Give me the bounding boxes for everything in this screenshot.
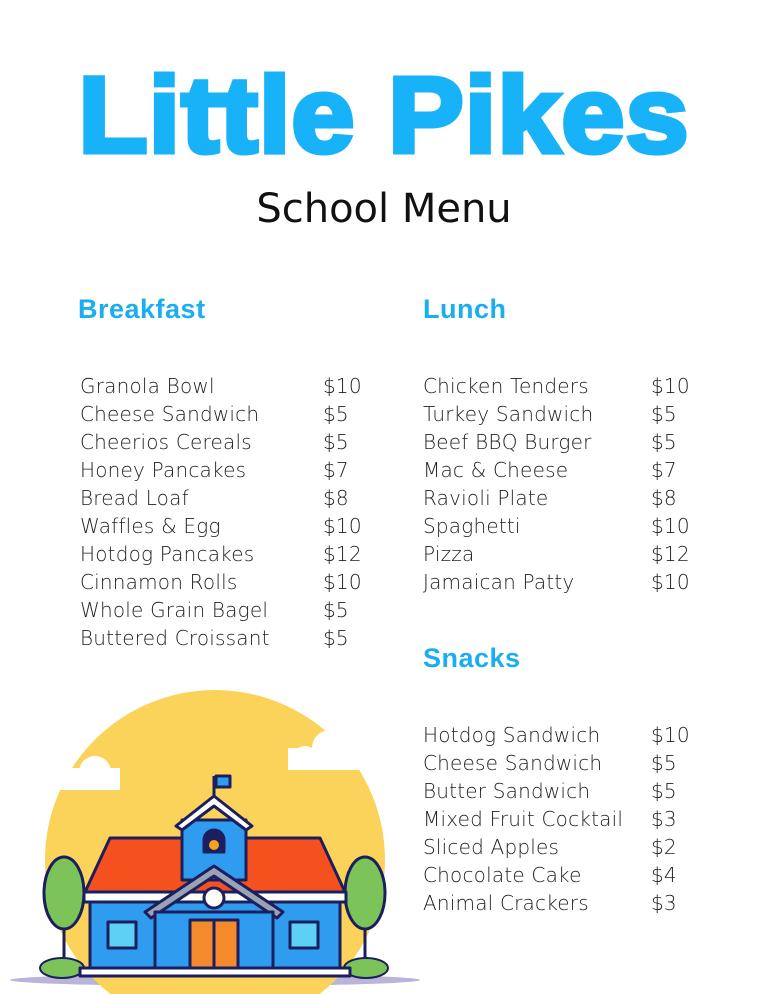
menu-item-price: $10: [323, 374, 362, 398]
menu-item-price: $2: [651, 835, 677, 859]
menu-item-price: $3: [651, 807, 677, 831]
menu-item-name: Chicken Tenders: [423, 374, 589, 398]
menu-item-name: Honey Pancakes: [80, 458, 247, 482]
menu-item-name: Mac & Cheese: [423, 458, 569, 482]
menu-item-price: $5: [651, 430, 677, 454]
snacks-heading: Snacks: [423, 643, 521, 673]
menu-item-price: $12: [323, 542, 362, 566]
menu-item-name: Pizza: [423, 542, 475, 566]
menu-item-name: Sliced Apples: [423, 835, 560, 859]
menu-item-name: Cheerios Cereals: [80, 430, 252, 454]
lunch-heading: Lunch: [423, 294, 507, 324]
menu-subtitle: School Menu: [256, 186, 512, 232]
menu-item-price: $8: [323, 486, 349, 510]
menu-item-price: $10: [651, 374, 690, 398]
menu-item-name: Waffles & Egg: [80, 514, 221, 538]
breakfast-heading: Breakfast: [78, 294, 206, 324]
menu-item-price: $7: [651, 458, 677, 482]
menu-item-name: Hotdog Pancakes: [80, 542, 255, 566]
menu-item-price: $10: [323, 570, 362, 594]
menu-item-price: $8: [651, 486, 677, 510]
menu-title: Little Pikes: [78, 54, 690, 175]
menu-item-price: $12: [651, 542, 690, 566]
menu-item-price: $5: [323, 402, 349, 426]
menu-item-name: Granola Bowl: [80, 374, 215, 398]
menu-item-price: $5: [323, 430, 349, 454]
menu-item-name: Whole Grain Bagel: [80, 598, 269, 622]
menu-item-price: $10: [651, 514, 690, 538]
menu-item-name: Cheese Sandwich: [423, 751, 603, 775]
menu-item-name: Mixed Fruit Cocktail: [423, 807, 624, 831]
menu-item-name: Animal Crackers: [423, 891, 589, 915]
menu-item-price: $10: [651, 570, 690, 594]
menu-item-name: Butter Sandwich: [423, 779, 591, 803]
menu-item-name: Spaghetti: [423, 514, 521, 538]
menu-item-name: Bread Loaf: [80, 486, 189, 510]
menu-item-name: Turkey Sandwich: [423, 402, 594, 426]
menu-item-price: $5: [323, 598, 349, 622]
menu-item-name: Ravioli Plate: [423, 486, 549, 510]
menu-item-name: Cinnamon Rolls: [80, 570, 238, 594]
menu-item-name: Beef BBQ Burger: [423, 430, 592, 454]
menu-item-name: Jamaican Patty: [423, 570, 575, 594]
menu-item-name: Cheese Sandwich: [80, 402, 260, 426]
menu-item-name: Buttered Croissant: [80, 626, 270, 650]
menu-item-name: Hotdog Sandwich: [423, 723, 601, 747]
menu-item-price: $3: [651, 891, 677, 915]
menu-item-price: $5: [651, 402, 677, 426]
menu-item-price: $5: [323, 626, 349, 650]
menu-item-price: $5: [651, 779, 677, 803]
menu-item-price: $7: [323, 458, 349, 482]
menu-item-price: $10: [651, 723, 690, 747]
menu-item-price: $5: [651, 751, 677, 775]
menu-item-price: $10: [323, 514, 362, 538]
menu-item-price: $4: [651, 863, 677, 887]
menu-item-name: Chocolate Cake: [423, 863, 582, 887]
